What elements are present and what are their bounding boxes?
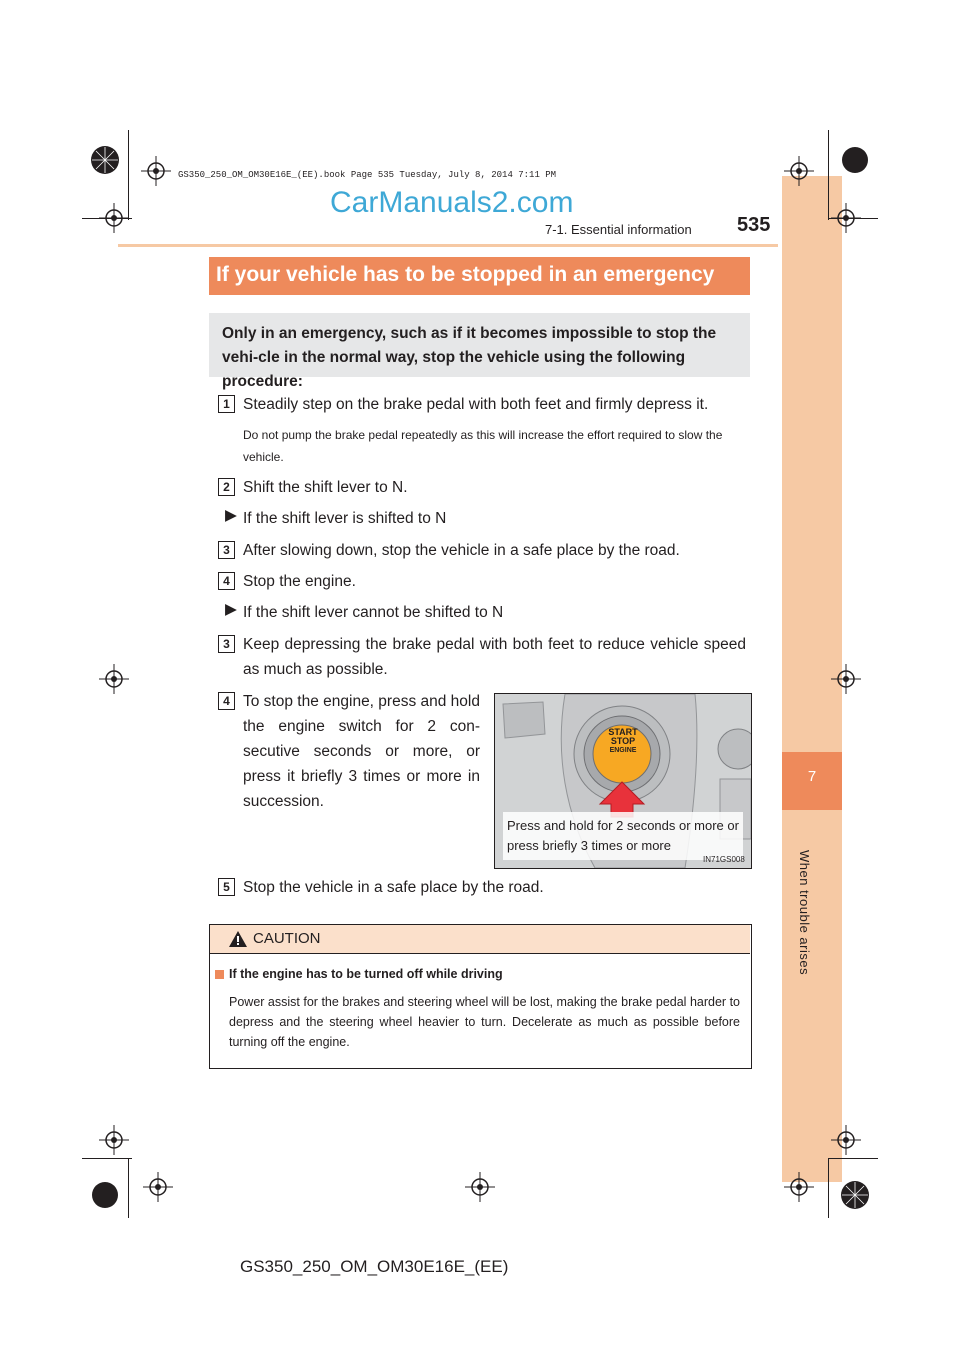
crosshair-mark-icon [143, 1172, 173, 1202]
caution-subheading: If the engine has to be turned off while driving [229, 967, 503, 981]
crosshair-mark-icon [99, 1125, 129, 1155]
crosshair-mark-icon [831, 664, 861, 694]
intro-text: Only in an emergency, such as if it becomes impossible to stop the vehi-cle in the normal way, stop the vehicle using the following procedure: [222, 325, 717, 390]
crop-line [828, 130, 829, 220]
figure-code: IN71GS008 [703, 855, 745, 864]
crop-line [828, 1158, 829, 1218]
registration-mark-icon [840, 1180, 870, 1210]
step-text: Keep depressing the brake pedal with both feet to reduce vehicle speed as much as possible. [243, 636, 746, 678]
bullet-arrow-icon: ▶ [225, 601, 237, 618]
step-text: To stop the engine, press and hold the engine switch for 2 con-secutive seconds or more, or press it briefly 3 times or more in succession. [243, 693, 480, 810]
book-info: GS350_250_OM_OM30E16E_(EE).book Page 535 Tuesday, July 8, 2014 7:11 PM [178, 170, 557, 180]
step-number: 4 [218, 692, 235, 710]
watermark[interactable]: CarManuals2.com [330, 186, 574, 219]
button-line: STOP [610, 736, 636, 746]
caution-body: Power assist for the brakes and steering wheel will be lost, making the brake pedal harder to depress and the steering wheel heavier to turn. Decelerate as much as possible before turning off the engine. [229, 995, 740, 1049]
crosshair-mark-icon [784, 156, 814, 186]
crosshair-mark-icon [784, 1172, 814, 1202]
step-text: After slowing down, stop the vehicle in a safe place by the road. [243, 542, 680, 559]
button-line: ENGINE [609, 747, 637, 754]
registration-dot-icon [840, 145, 870, 175]
footer-code: GS350_250_OM_OM30E16E_(EE) [240, 1257, 509, 1276]
crosshair-mark-icon [831, 1125, 861, 1155]
step-note: Do not pump the brake pedal repeatedly as this will increase the effort required to slow the vehicle. [243, 428, 723, 464]
page-title: If your vehicle has to be stopped in an emergency [216, 263, 715, 286]
step-number: 3 [218, 541, 235, 559]
step-number: 2 [218, 478, 235, 496]
bullet-text: If the shift lever cannot be shifted to N [243, 604, 504, 621]
chapter-number: 7 [807, 768, 817, 785]
step-number: 1 [218, 395, 235, 413]
step-number: 5 [218, 878, 235, 896]
step-text: Stop the engine. [243, 573, 356, 590]
step-text: Shift the shift lever to N. [243, 479, 408, 496]
figure-caption: Press and hold for 2 seconds or more or press briefly 3 times or more [507, 818, 739, 853]
step-text: Steadily step on the brake pedal with both feet and firmly depress it. [243, 396, 709, 413]
chapter-label: When trouble arises [797, 850, 812, 976]
crosshair-mark-icon [831, 203, 861, 233]
warning-triangle-icon [228, 930, 248, 948]
crosshair-mark-icon [99, 203, 129, 233]
header-rule [118, 244, 778, 247]
page-number: 535 [737, 214, 771, 236]
step-number: 4 [218, 572, 235, 590]
button-line: START [608, 727, 638, 737]
registration-mark-icon [90, 145, 120, 175]
bullet-text: If the shift lever is shifted to N [243, 510, 447, 527]
crosshair-mark-icon [465, 1172, 495, 1202]
crosshair-mark-icon [99, 664, 129, 694]
crop-line [82, 1158, 132, 1159]
start-stop-button-label [495, 728, 751, 755]
crosshair-mark-icon [141, 156, 171, 186]
step-number: 3 [218, 635, 235, 653]
registration-dot-icon [90, 1180, 120, 1210]
bullet-arrow-icon: ▶ [225, 507, 237, 524]
caution-label: CAUTION [253, 930, 321, 947]
crop-line [128, 1158, 129, 1218]
subheading-square-icon [215, 970, 224, 979]
section-label: 7-1. Essential information [545, 222, 692, 237]
crop-line [828, 1158, 878, 1159]
step-text: Stop the vehicle in a safe place by the road. [243, 879, 544, 896]
